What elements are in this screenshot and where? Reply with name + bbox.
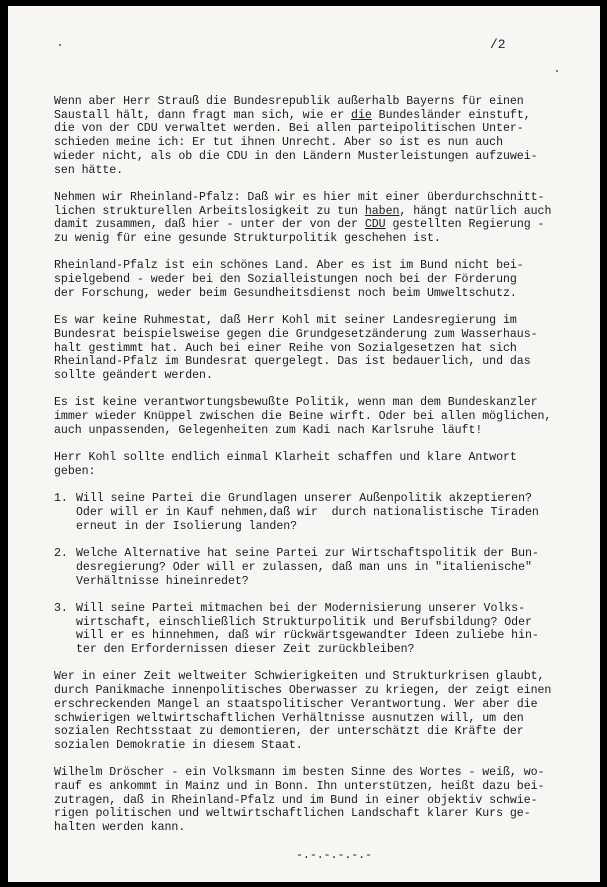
paragraph-group bbox=[54, 95, 584, 479]
text-line: Will seine Partei mitmachen bei der Modernisierung unserer Volks- bbox=[76, 601, 525, 615]
question-item bbox=[54, 492, 584, 533]
text-line: Herr Kohl sollte endlich einmal Klarheit schaffen und klare Antwort bbox=[54, 451, 517, 465]
text-line: Rheinland-Pfalz im Bundesrat quergelegt. Das ist bedauerlich, und das bbox=[54, 355, 531, 369]
question-item bbox=[54, 602, 584, 657]
text-line: Will seine Partei die Grundlagen unserer Außenpolitik akzeptieren? bbox=[76, 492, 532, 506]
text-line: Es war keine Ruhmestat, daß Herr Kohl mit seiner Landesregierung im bbox=[54, 314, 517, 328]
paragraph bbox=[54, 451, 584, 478]
paragraph bbox=[54, 670, 584, 752]
text-line: zu wenig für eine gesunde Strukturpolitik geschehen ist. bbox=[54, 232, 441, 246]
letter-body bbox=[54, 95, 584, 862]
end-mark: -.-.-.-.-.- bbox=[296, 848, 372, 862]
text-line: halten werden kann. bbox=[54, 821, 186, 835]
text-line: Saustall hält, dann fragt man sich, wie er die Bundesländer einstuft, bbox=[54, 108, 531, 122]
text-line: Wilhelm Dröscher - ein Volksmann im besten Sinne des Wortes - weiß, wo- bbox=[54, 766, 545, 780]
text-line: sozialen Rechtsstaat zu demontieren, der unterschätzt die Kräfte der bbox=[54, 725, 524, 739]
paragraph bbox=[54, 396, 584, 437]
text-line: sollte geändert werden. bbox=[54, 369, 213, 383]
text-line: schwierigen weltwirtschaftlichen Verhältnisse ausnutzen will, um den bbox=[54, 711, 524, 725]
text-line: Wer in einer Zeit weltweiter Schwierigkeiten und Strukturkrisen glaubt, bbox=[54, 670, 545, 684]
closing-paragraph-group bbox=[54, 670, 584, 834]
text-line: sen hätte. bbox=[54, 163, 124, 177]
text-line: zutragen, daß in Rheinland-Pfalz und im Bund in einer objektiv schwie- bbox=[54, 793, 538, 807]
text-line: Verhältnisse hineinredet? bbox=[76, 574, 249, 588]
paragraph bbox=[54, 95, 584, 177]
text-line: durch Panikmache innenpolitisches Oberwasser zu kriegen, der zeigt einen bbox=[54, 684, 552, 698]
document-page bbox=[8, 6, 600, 882]
scan-speck bbox=[556, 70, 558, 72]
text-line: Nehmen wir Rheinland-Pfalz: Daß wir es hier mit einer überdurchschnitt- bbox=[54, 190, 545, 204]
page-number: /2 bbox=[490, 37, 506, 52]
text-line: erschreckenden Mangel an staatspolitischer Verantwortung. Wer aber die bbox=[54, 697, 538, 711]
scan-speck bbox=[59, 44, 61, 46]
text-line: geben: bbox=[54, 464, 96, 478]
question-item bbox=[54, 547, 584, 588]
text-line: rigen politischen und weltwirtschaftlichen Landschaft klarer Kurs ge- bbox=[54, 807, 531, 821]
text-line: Es ist keine verantwortungsbewußte Politik, wenn man dem Bundeskanzler bbox=[54, 396, 538, 410]
question-text bbox=[76, 547, 584, 588]
text-line: immer wieder Knüppel zwischen die Beine wirft. Oder bei allen möglichen, bbox=[54, 410, 552, 424]
question-text bbox=[76, 602, 584, 657]
text-line: halt gestimmt hat. Auch bei einer Reihe von Sozialgesetzen hat sich bbox=[54, 341, 517, 355]
text-line: sozialen Demokratie in diesem Staat. bbox=[54, 738, 303, 752]
text-line: wieder nicht, als ob die CDU in den Ländern Musterleistungen aufzuwei- bbox=[54, 149, 538, 163]
text-line: desregierung? Oder will er zulassen, daß man uns in "italienische" bbox=[76, 560, 532, 574]
text-line: Wenn aber Herr Strauß die Bundesrepublik außerhalb Bayerns für einen bbox=[54, 95, 524, 108]
text-line: lichen strukturellen Arbeitslosigkeit zu tun haben, hängt natürlich auch bbox=[54, 204, 552, 218]
text-line: wirtschaft, einschließlich Strukturpolitik und Berufsbildung? Oder bbox=[76, 615, 532, 629]
question-number: 3. bbox=[54, 601, 68, 615]
text-line: Oder will er in Kauf nehmen,daß wir durch nationalistische Tiraden bbox=[76, 506, 539, 519]
text-line: spielgebend - weder bei den Sozialleistungen noch bei der Förderung bbox=[54, 273, 517, 287]
text-line: Bundesrat beispielsweise gegen die Grundgesetzänderung zum Wasserhaus- bbox=[54, 327, 538, 341]
paragraph bbox=[54, 191, 584, 246]
text-line: der Forschung, weder beim Gesundheitsdienst noch beim Umweltschutz. bbox=[54, 286, 517, 300]
text-line: Rheinland-Pfalz ist ein schönes Land. Aber es ist im Bund nicht bei- bbox=[54, 259, 524, 273]
question-text bbox=[76, 492, 584, 533]
paragraph bbox=[54, 314, 584, 383]
text-line: ter den Erfordernissen dieser Zeit zurückbleiben? bbox=[76, 643, 415, 656]
text-line: rauf es ankommt in Mainz und in Bonn. Ihn unterstützen, heißt dazu bei- bbox=[54, 780, 545, 793]
text-line: die von der CDU verwaltet werden. Bei allen parteipolitischen Unter- bbox=[54, 122, 524, 136]
text-line: damit zusammen, daß hier - unter der von der CDU gestellten Regierung - bbox=[54, 218, 545, 232]
text-line: Welche Alternative hat seine Partei zur Wirtschaftspolitik der Bun- bbox=[76, 547, 539, 561]
question-number: 2. bbox=[54, 547, 68, 561]
question-list bbox=[54, 492, 584, 656]
text-line: auch unpassenden, Gelegenheiten zum Kadi nach Karlsruhe läuft! bbox=[54, 423, 483, 437]
text-line: erneut in der Isolierung landen? bbox=[76, 519, 298, 533]
text-line: will er es hinnehmen, daß wir rückwärtsgewandter Ideen zuliebe hin- bbox=[76, 629, 539, 643]
question-number: 1. bbox=[54, 492, 68, 506]
text-line: schieden meine ich: Er tut ihnen Unrecht. Aber so ist es nun auch bbox=[54, 136, 503, 150]
paragraph bbox=[54, 766, 584, 835]
paragraph bbox=[54, 259, 584, 300]
